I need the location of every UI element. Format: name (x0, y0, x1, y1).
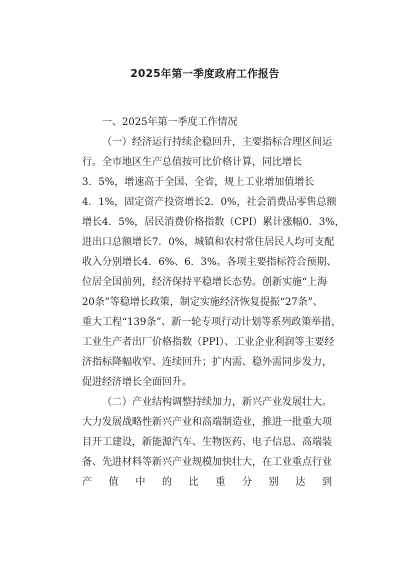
paragraph-line: 位居全国前列，经济保持平稳增长态势。创新实施“上海 (82, 277, 328, 288)
paragraph-line: 增长4．5%，居民消费价格指数（CPI）累计涨幅0．3%， (82, 217, 345, 228)
paragraph-line: 4．1%，固定资产投资增长2．0%，社会消费品零售总额 (82, 197, 337, 208)
paragraph-line: 备、先进材料等新兴产业规模加快壮大，在工业重点行业 (82, 457, 332, 468)
paragraph-line: 济指标降幅收窄、连续回升；扩内需、稳外需同步发力， (82, 357, 332, 368)
paragraph-line: 重大工程“139条”、新一轮专项行动计划等系列政策举措， (82, 317, 342, 328)
paragraph-line: 促进经济增长全面回升。 (82, 377, 192, 388)
paragraph-line: 目开工建设，新能源汽车、生物医药、电子信息、高端装 (82, 437, 332, 448)
document-body (82, 113, 345, 493)
paragraph-line: 20条”等稳增长政策，制定实施经济恢复提振“27条”、 (82, 297, 323, 308)
paragraph-line: 收入分别增长4．6%、6．3%。各项主要指标符合预期、 (82, 257, 337, 268)
paragraph-line: 3．5%，增速高于全国、全省，规上工业增加值增长 (82, 177, 315, 188)
paragraph-line: （一）经济运行持续企稳回升，主要指标合理区间运 (102, 137, 332, 148)
paragraph-line: 行。全市地区生产总值按可比价格计算，同比增长 (82, 157, 302, 168)
paragraph-line: （二）产业结构调整持续加力，新兴产业发展壮大。 (102, 397, 332, 408)
paragraph-line: 大力发展战略性新兴产业和高端制造业，推进一批重大项 (82, 417, 332, 428)
paragraph-line: 产值中的比重分别达到 (82, 477, 332, 488)
paragraph-line: 工业生产者出厂价格指数（PPI）、工业企业利润等主要经 (82, 337, 335, 348)
section-heading: 一、2025年第一季度工作情况 (102, 117, 238, 128)
paragraph-line: 进出口总额增长7．0%，城镇和农村常住居民人均可支配 (82, 237, 335, 248)
page-title: 2025年第一季度政府工作报告 (130, 68, 280, 80)
